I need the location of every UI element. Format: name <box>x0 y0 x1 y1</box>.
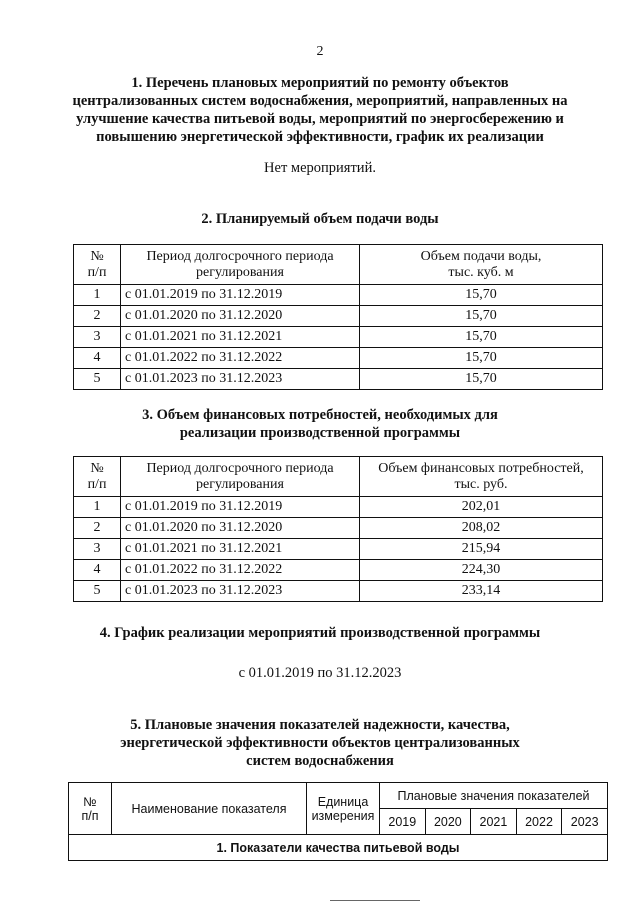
section1-title <box>0 74 640 146</box>
section1-title-line: повышению энергетической эффективности, график их реализации <box>96 129 544 145</box>
row-num: 5 <box>74 581 121 602</box>
row-num: 2 <box>74 518 121 539</box>
row-period: с 01.01.2021 по 31.12.2021 <box>121 327 360 348</box>
header-unit <box>307 783 380 835</box>
row-value: 15,70 <box>360 369 603 390</box>
table-row <box>74 348 603 369</box>
section3-title-line: реализации производственной программы <box>179 425 461 441</box>
indicators-table <box>68 782 608 861</box>
header-num <box>69 783 112 835</box>
row-num: 2 <box>74 306 121 327</box>
row-value: 224,30 <box>360 560 603 581</box>
header-year: 2022 <box>516 809 562 835</box>
table-row <box>74 560 603 581</box>
financial-needs-table <box>73 456 603 602</box>
row-value: 215,94 <box>360 539 603 560</box>
row-num: 3 <box>74 539 121 560</box>
row-value: 15,70 <box>360 285 603 306</box>
row-period: с 01.01.2020 по 31.12.2020 <box>121 518 360 539</box>
row-num: 3 <box>74 327 121 348</box>
header-num <box>74 457 121 497</box>
header-period-line: Период долгосрочного периода <box>146 460 334 476</box>
row-value: 15,70 <box>360 306 603 327</box>
table-row <box>74 497 603 518</box>
section4-title: 4. График реализации мероприятий производственной программы <box>99 625 541 641</box>
table-row <box>74 518 603 539</box>
row-value: 208,02 <box>360 518 603 539</box>
row-value: 233,14 <box>360 581 603 602</box>
table-header-row <box>74 245 603 285</box>
subheading: 1. Показатели качества питьевой воды <box>69 835 608 861</box>
section1-text: Нет мероприятий. <box>264 160 376 176</box>
row-period: с 01.01.2023 по 31.12.2023 <box>121 369 360 390</box>
table-row <box>74 581 603 602</box>
header-indicator-name: Наименование показателя <box>112 783 307 835</box>
section3-title <box>0 406 640 442</box>
section4-text: с 01.01.2019 по 31.12.2023 <box>238 665 402 681</box>
header-num-line: п/п <box>81 808 99 823</box>
row-period: с 01.01.2023 по 31.12.2023 <box>121 581 360 602</box>
row-num: 1 <box>74 285 121 306</box>
header-value <box>360 457 603 497</box>
header-year: 2023 <box>562 809 608 835</box>
header-planned-values: Плановые значения показателей <box>380 783 608 809</box>
header-value-line: тыс. куб. м <box>448 264 514 280</box>
header-value-line: Объем подачи воды, <box>420 248 542 264</box>
row-period: с 01.01.2021 по 31.12.2021 <box>121 539 360 560</box>
header-num <box>74 245 121 285</box>
header-period <box>121 245 360 285</box>
header-period-line: регулирования <box>196 264 284 280</box>
table-row <box>74 369 603 390</box>
row-value: 15,70 <box>360 327 603 348</box>
page-number: 2 <box>316 44 324 59</box>
row-num: 4 <box>74 348 121 369</box>
header-unit-line: Единица <box>317 794 369 809</box>
section5-title-line: 5. Плановые значения показателей надежности, качества, <box>130 717 510 733</box>
row-num: 5 <box>74 369 121 390</box>
section1-title-line: 1. Перечень плановых мероприятий по ремонту объектов <box>131 75 509 91</box>
table-row <box>74 539 603 560</box>
header-value-line: Объем финансовых потребностей, <box>378 460 584 476</box>
table-header-row <box>69 783 608 809</box>
row-num: 1 <box>74 497 121 518</box>
header-period <box>121 457 360 497</box>
section1-title-line: централизованных систем водоснабжения, мероприятий, направленных на <box>72 93 568 109</box>
header-period-line: регулирования <box>196 476 284 492</box>
header-num-line: № <box>90 248 104 264</box>
divider <box>330 900 420 901</box>
table-header-row <box>74 457 603 497</box>
row-period: с 01.01.2019 по 31.12.2019 <box>121 497 360 518</box>
table-row <box>74 285 603 306</box>
section3-title-line: 3. Объем финансовых потребностей, необходимых для <box>142 407 498 423</box>
row-num: 4 <box>74 560 121 581</box>
header-value <box>360 245 603 285</box>
table-row <box>74 306 603 327</box>
section1-title-line: улучшение качества питьевой воды, мероприятий по энергосбережению и <box>76 111 564 127</box>
row-period: с 01.01.2022 по 31.12.2022 <box>121 560 360 581</box>
header-num-line: п/п <box>87 264 107 280</box>
row-period: с 01.01.2022 по 31.12.2022 <box>121 348 360 369</box>
header-period-line: Период долгосрочного периода <box>146 248 334 264</box>
section5-title <box>0 716 640 770</box>
row-period: с 01.01.2020 по 31.12.2020 <box>121 306 360 327</box>
header-num-line: п/п <box>87 476 107 492</box>
header-unit-line: измерения <box>311 808 375 823</box>
header-year: 2020 <box>425 809 471 835</box>
header-num-line: № <box>83 794 97 809</box>
section2-title: 2. Планируемый объем подачи воды <box>201 211 439 227</box>
section5-title-line: систем водоснабжения <box>246 753 394 769</box>
table-row <box>74 327 603 348</box>
water-supply-table <box>73 244 603 390</box>
header-year: 2021 <box>471 809 517 835</box>
header-value-line: тыс. руб. <box>454 476 508 492</box>
header-num-line: № <box>90 460 104 476</box>
header-year: 2019 <box>380 809 426 835</box>
section5-title-line: энергетической эффективности объектов централизованных <box>120 735 520 751</box>
row-period: с 01.01.2019 по 31.12.2019 <box>121 285 360 306</box>
table-subheading-row <box>69 835 608 861</box>
row-value: 15,70 <box>360 348 603 369</box>
row-value: 202,01 <box>360 497 603 518</box>
